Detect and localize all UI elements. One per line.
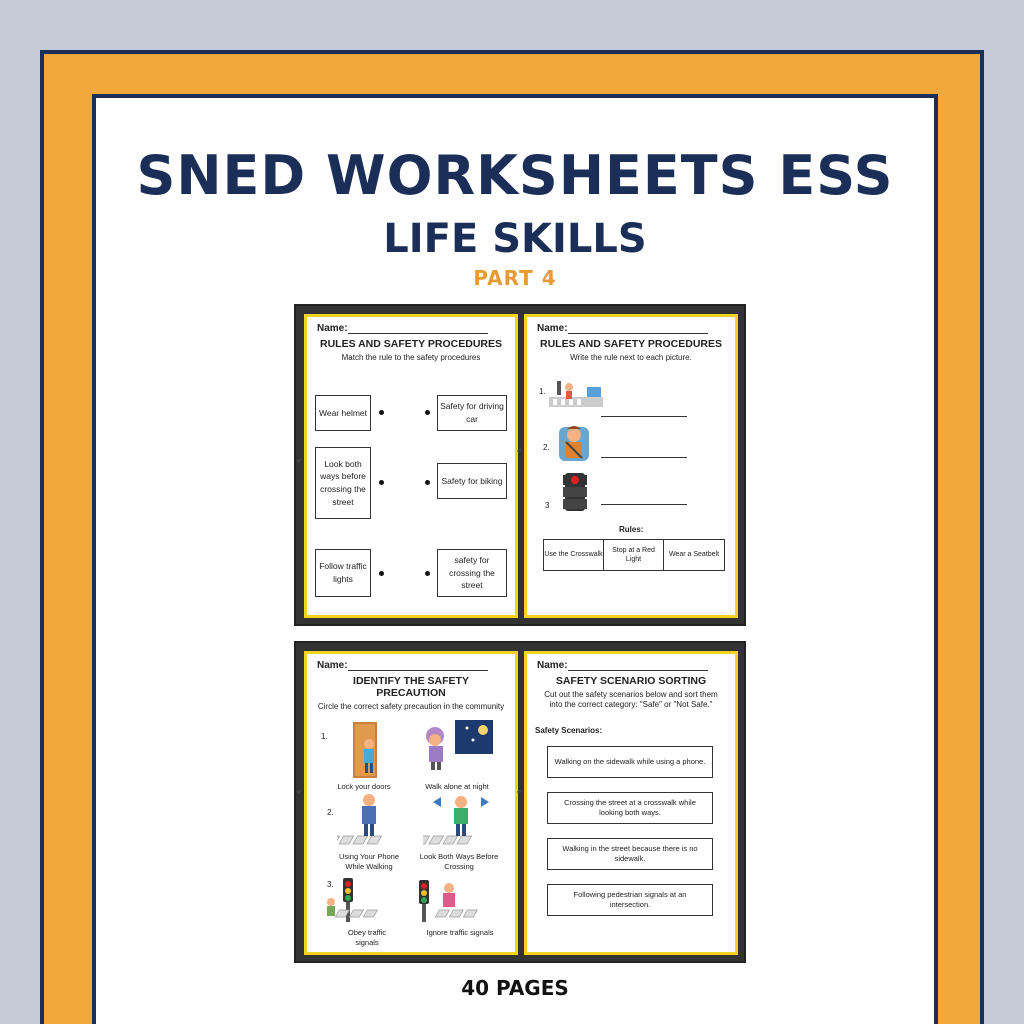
rule-cell: Wear a Seatbelt (668, 551, 720, 559)
scenario-card: Walking in the street because there is no sidewalk. (547, 838, 713, 870)
name-field (317, 323, 505, 334)
answer-line (601, 504, 687, 505)
worksheet-rules-matching (296, 314, 518, 618)
scenario-card: Walking on the sidewalk while using a phone. (547, 746, 713, 778)
signature-icon: ✎ (296, 789, 304, 795)
orange-frame (40, 50, 984, 1024)
page-subtitle: LIFE SKILLS (383, 216, 647, 262)
rule-box: Follow traffic lights (315, 549, 371, 597)
procedure-box: Safety for biking (437, 463, 507, 499)
option-caption: Walk alone at night (425, 782, 489, 791)
worksheet-heading: RULES AND SAFETY PROCEDURES (539, 338, 723, 350)
match-dot (379, 410, 384, 415)
page-title: SNED WORKSHEETS ESS (136, 144, 894, 207)
item-number: 2. (543, 443, 550, 452)
obey-signals-icon (323, 876, 403, 924)
rules-table (543, 539, 725, 571)
item-number: 3. (327, 880, 334, 889)
match-dot (425, 571, 430, 576)
signature-icon: ✎ (296, 458, 304, 464)
worksheet-heading: SAFETY SCENARIO SORTING (555, 675, 707, 687)
option-caption: Obey traffic signals (347, 928, 387, 948)
item-number: 2. (327, 808, 334, 817)
part-label: PART 4 (473, 266, 557, 290)
match-dot (425, 480, 430, 485)
answer-line (601, 416, 687, 417)
procedure-box: Safety for driving car (437, 395, 507, 431)
name-label: Name: (317, 323, 348, 334)
rules-label: Rules: (619, 525, 644, 534)
worksheet-identify-precaution (296, 651, 518, 955)
cover-card (92, 94, 938, 1024)
option-caption: Look Both Ways Before Crossing (419, 852, 499, 872)
item-number: 1. (321, 732, 328, 741)
rule-cell: Stop at a Red Light (604, 540, 664, 570)
look-both-ways-icon (423, 792, 497, 850)
procedure-box: safety for crossing the street (437, 549, 507, 597)
match-dot (379, 571, 384, 576)
worksheet-write-rule (516, 314, 738, 618)
ignore-signals-icon (415, 876, 499, 924)
worksheet-heading: IDENTIFY THE SAFETY PRECAUTION (353, 675, 469, 699)
name-field (317, 660, 505, 671)
scenario-card: Crossing the street at a crosswalk while looking both ways. (547, 792, 713, 824)
seatbelt-icon (557, 421, 593, 463)
name-label: Name: (317, 660, 348, 671)
scenarios-label: Safety Scenarios: (535, 726, 603, 735)
answer-line (601, 457, 687, 458)
signature-icon: ✎ (516, 448, 524, 454)
name-label: Name: (537, 323, 568, 334)
scenario-card: Following pedestrian signals at an intersection. (547, 884, 713, 916)
traffic-light-icon (563, 473, 587, 511)
match-dot (379, 480, 384, 485)
worksheet-heading: RULES AND SAFETY PROCEDURES (319, 338, 503, 350)
preview-image-2 (294, 641, 746, 963)
name-field (537, 660, 725, 671)
worksheet-instruction: Match the rule to the safety procedures (341, 353, 481, 362)
option-caption: Lock your doors (337, 782, 391, 791)
option-caption: Using Your Phone While Walking (338, 852, 400, 872)
rule-cell: Use the Crosswalk (544, 540, 604, 570)
item-number: 1. (539, 387, 546, 396)
name-label: Name: (537, 660, 568, 671)
rule-box: Look both ways before crossing the street (315, 447, 371, 519)
door-icon (351, 720, 381, 780)
rule-box: Wear helmet (315, 395, 371, 431)
signature-icon: ✎ (516, 789, 524, 795)
worksheet-instruction: Circle the correct safety precaution in the community (317, 702, 505, 711)
worksheet-scenario-sorting (516, 651, 738, 955)
night-walk-icon (423, 720, 495, 772)
worksheet-instruction: Cut out the safety scenarios below and sort them into the correct category: "Safe" or "Not Safe." (544, 690, 718, 709)
phone-walk-icon (337, 792, 401, 850)
crosswalk-icon (549, 379, 603, 409)
item-number: 3 (545, 501, 550, 510)
match-dot (425, 410, 430, 415)
option-caption: Ignore traffic signals (426, 928, 494, 937)
worksheet-instruction: Write the rule next to each picture. (570, 353, 692, 362)
preview-image-1 (294, 304, 746, 626)
name-field (537, 323, 725, 334)
page-count: 40 PAGES (461, 976, 569, 1000)
